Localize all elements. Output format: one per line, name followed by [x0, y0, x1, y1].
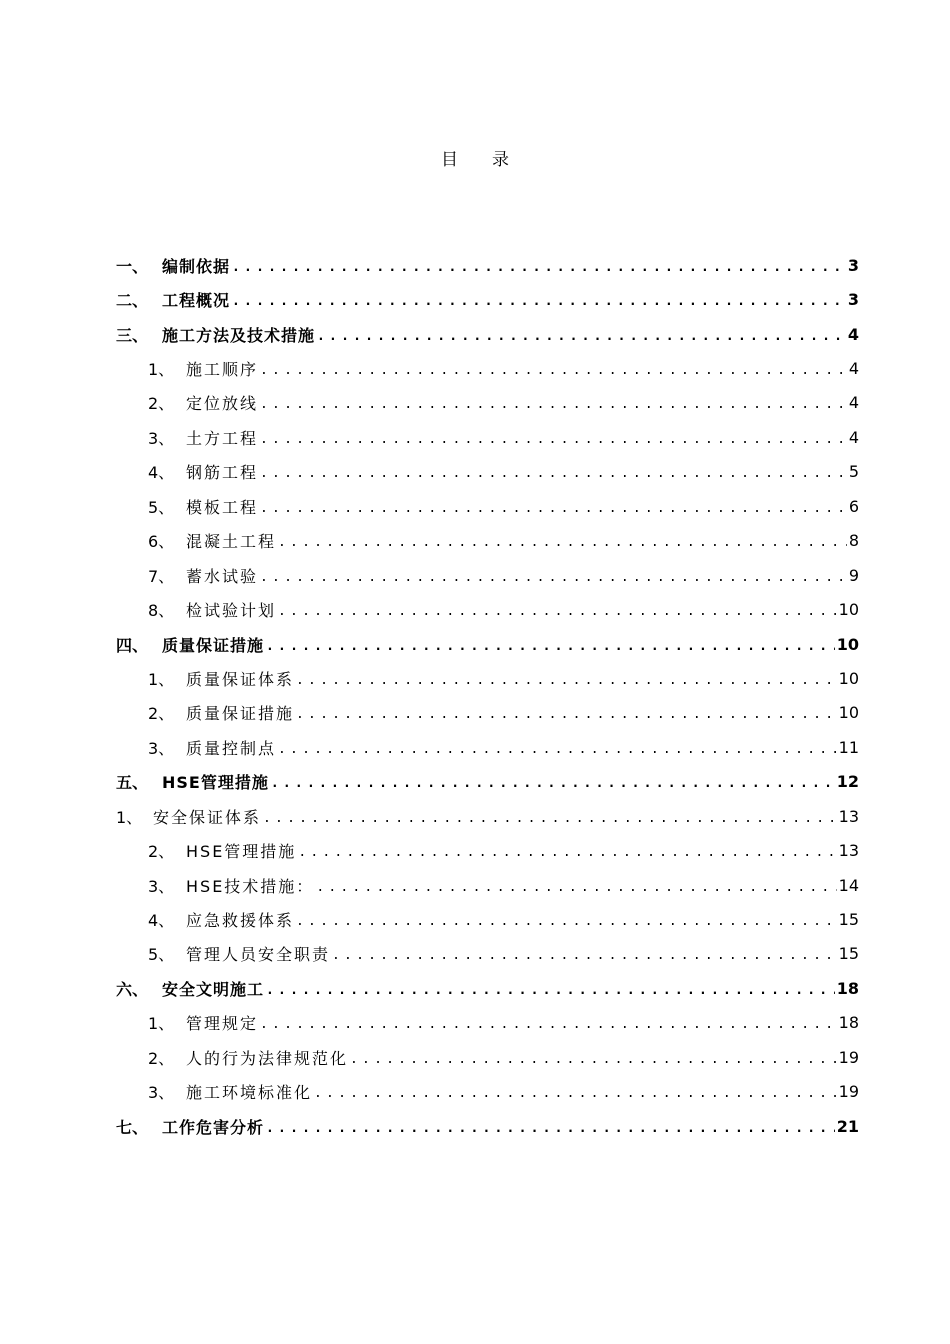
toc-entry-page-number: 10 — [836, 634, 859, 654]
toc-entry[interactable] — [0, 420, 950, 454]
toc-entry-number: 4、 — [148, 911, 175, 931]
toc-entry[interactable] — [0, 1109, 950, 1143]
toc-entry[interactable] — [0, 317, 950, 351]
toc-entry-title[interactable]: 质量保证措施 — [162, 635, 265, 655]
toc-entry-title[interactable]: 安全保证体系 — [153, 807, 262, 827]
toc-entry-number: 1、 — [148, 669, 175, 689]
toc-entry[interactable] — [0, 558, 950, 592]
toc-entry-page-number: 10 — [838, 668, 859, 688]
toc-entry[interactable] — [0, 868, 950, 902]
toc-entry-number: 三、 — [116, 325, 149, 345]
toc-entry-title[interactable]: HSE技术措施： — [186, 876, 315, 896]
toc-entry-number: 一、 — [116, 256, 149, 276]
toc-entry-number: 3、 — [148, 428, 175, 448]
toc-entry-title[interactable]: 质量控制点 — [186, 738, 277, 758]
toc-entry[interactable] — [0, 902, 950, 936]
dot-leader — [296, 707, 837, 722]
toc-entry-page-number: 3 — [847, 290, 859, 310]
toc-entry-page-number: 12 — [836, 772, 859, 792]
toc-entry-title[interactable]: 混凝土工程 — [186, 532, 277, 552]
toc-entry[interactable] — [0, 799, 950, 833]
dot-leader — [316, 880, 836, 895]
toc-entry[interactable] — [0, 937, 950, 971]
dot-leader — [278, 604, 837, 619]
toc-entry-number: 5、 — [148, 945, 175, 965]
toc-entry[interactable] — [0, 1075, 950, 1109]
toc-entry[interactable] — [0, 627, 950, 661]
toc-entry[interactable] — [0, 592, 950, 626]
toc-entry-page-number: 15 — [838, 910, 859, 930]
toc-entry-title[interactable]: 质量保证措施 — [186, 704, 295, 724]
toc-entry-page-number: 15 — [838, 944, 859, 964]
toc-entry-page-number: 21 — [836, 1116, 859, 1136]
toc-entry-number: 8、 — [148, 601, 175, 621]
toc-entry-title[interactable]: 检试验计划 — [186, 601, 277, 621]
toc-entry-title[interactable]: 管理人员安全职责 — [186, 945, 331, 965]
dot-leader — [314, 1086, 837, 1101]
toc-entry-page-number: 10 — [838, 703, 859, 723]
toc-entry-number: 七、 — [116, 1117, 149, 1137]
dot-leader — [317, 329, 846, 344]
toc-entry-title[interactable]: 施工顺序 — [186, 360, 259, 380]
toc-entry[interactable] — [0, 1006, 950, 1040]
toc-entry-title[interactable]: 施工环境标准化 — [186, 1083, 313, 1103]
dot-leader — [260, 363, 847, 378]
toc-entry-page-number: 11 — [838, 737, 859, 757]
toc-entry[interactable] — [0, 1040, 950, 1074]
toc-entry-number: 四、 — [116, 635, 149, 655]
toc-entry-number: 1、 — [116, 807, 143, 827]
toc-entry-number: 4、 — [148, 463, 175, 483]
toc-entry-page-number: 4 — [847, 324, 859, 344]
toc-entry-number: 3、 — [148, 1083, 175, 1103]
toc-entry-page-number: 3 — [847, 255, 859, 275]
toc-entry-page-number: 13 — [838, 841, 859, 861]
toc-entry[interactable] — [0, 661, 950, 695]
toc-entry[interactable] — [0, 833, 950, 867]
dot-leader — [232, 294, 846, 309]
dot-leader — [296, 673, 837, 688]
dot-leader — [260, 501, 847, 516]
toc-title-char-1: 目 — [441, 150, 458, 170]
toc-entry-title[interactable]: 定位放线 — [186, 394, 259, 414]
toc-entry-number: 3、 — [148, 738, 175, 758]
toc-entry-number: 2、 — [148, 394, 175, 414]
dot-leader — [296, 914, 837, 929]
table-of-contents — [0, 248, 950, 1143]
dot-leader — [260, 397, 847, 412]
dot-leader — [260, 466, 847, 481]
toc-entry-page-number: 13 — [838, 806, 859, 826]
toc-entry-title[interactable]: 安全文明施工 — [162, 979, 265, 999]
toc-entry-page-number: 18 — [838, 1013, 859, 1033]
toc-entry-number: 六、 — [116, 979, 149, 999]
toc-entry-page-number: 9 — [848, 565, 859, 585]
dot-leader — [266, 639, 835, 654]
toc-entry[interactable] — [0, 696, 950, 730]
toc-entry[interactable] — [0, 351, 950, 385]
toc-entry-page-number: 18 — [836, 978, 859, 998]
toc-entry-number: 6、 — [148, 532, 175, 552]
toc-entry-number: 2、 — [148, 704, 175, 724]
toc-entry-number: 2、 — [148, 842, 175, 862]
dot-leader — [298, 845, 836, 860]
toc-entry-title[interactable]: 工程概况 — [162, 291, 231, 311]
dot-leader — [260, 1017, 837, 1032]
toc-entry-title[interactable]: 施工方法及技术措施 — [162, 325, 316, 345]
toc-entry-title[interactable]: 土方工程 — [186, 428, 259, 448]
toc-entry-title[interactable]: HSE管理措施 — [162, 773, 269, 793]
toc-entry-title[interactable]: 模板工程 — [186, 497, 259, 517]
toc-entry[interactable] — [0, 765, 950, 799]
toc-entry-page-number: 8 — [848, 531, 859, 551]
toc-entry-page-number: 6 — [848, 496, 859, 516]
toc-entry-title[interactable]: 人的行为法律规范化 — [186, 1048, 349, 1068]
dot-leader — [332, 948, 837, 963]
toc-entry-page-number: 4 — [848, 427, 859, 447]
toc-entry-number: 五、 — [116, 773, 149, 793]
toc-entry[interactable] — [0, 524, 950, 558]
toc-entry-page-number: 5 — [848, 462, 859, 482]
dot-leader — [263, 811, 837, 826]
toc-entry-number: 7、 — [148, 566, 175, 586]
toc-entry-title[interactable]: 管理规定 — [186, 1014, 259, 1034]
toc-entry[interactable] — [0, 489, 950, 523]
toc-entry-title[interactable]: HSE管理措施 — [186, 842, 297, 862]
toc-entry[interactable] — [0, 386, 950, 420]
dot-leader — [266, 983, 835, 998]
toc-entry-page-number: 4 — [848, 359, 859, 379]
dot-leader — [350, 1052, 837, 1067]
dot-leader — [278, 535, 847, 550]
toc-entry-title[interactable]: 应急救援体系 — [186, 911, 295, 931]
toc-entry-title[interactable]: 质量保证体系 — [186, 669, 295, 689]
toc-entry-title[interactable]: 工作危害分析 — [162, 1117, 265, 1137]
toc-entry-number: 1、 — [148, 360, 175, 380]
dot-leader — [266, 1121, 835, 1136]
toc-entry-number: 1、 — [148, 1014, 175, 1034]
toc-entry-number: 二、 — [116, 291, 149, 311]
toc-entry[interactable] — [0, 455, 950, 489]
toc-title — [0, 148, 950, 172]
dot-leader — [260, 570, 847, 585]
dot-leader — [260, 432, 847, 447]
toc-title-char-2: 录 — [492, 150, 509, 170]
toc-entry-page-number: 14 — [838, 875, 859, 895]
toc-entry-page-number: 19 — [838, 1047, 859, 1067]
toc-entry[interactable] — [0, 730, 950, 764]
toc-entry-title[interactable]: 钢筋工程 — [186, 463, 259, 483]
toc-entry-title[interactable]: 蓄水试验 — [186, 566, 259, 586]
dot-leader — [232, 260, 846, 275]
toc-entry-number: 3、 — [148, 876, 175, 896]
dot-leader — [278, 742, 837, 757]
toc-entry-page-number: 10 — [838, 600, 859, 620]
toc-entry[interactable] — [0, 282, 950, 316]
toc-entry-page-number: 19 — [838, 1082, 859, 1102]
dot-leader — [271, 776, 835, 791]
toc-entry[interactable] — [0, 971, 950, 1005]
toc-entry-title[interactable]: 编制依据 — [162, 256, 231, 276]
toc-entry-page-number: 4 — [848, 393, 859, 413]
toc-entry-number: 2、 — [148, 1048, 175, 1068]
toc-entry-number: 5、 — [148, 497, 175, 517]
toc-entry[interactable] — [0, 248, 950, 282]
